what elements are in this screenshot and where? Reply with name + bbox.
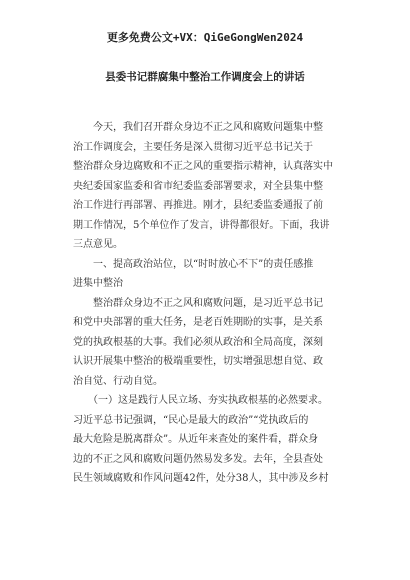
paragraph-line: 最大危险是脱离群众”。从近年来查处的案件看，群众身 <box>73 434 319 445</box>
paragraph-line: 整治群众身边不正之风和腐败问题，是习近平总书记 <box>73 297 323 309</box>
paragraph-line: 一、提高政治站位，以“时时放心不下”的责任感推 <box>73 258 314 270</box>
paragraph <box>73 391 341 489</box>
paragraph-line: 治工作进行再部署、再推进。刚才，县纪委监委通报了前 <box>73 200 323 211</box>
paragraph <box>73 294 341 392</box>
paragraph-line: 央纪委国家监委和省市纪委监委部署要求，对全县集中整 <box>73 180 323 192</box>
paragraph-line: 期工作情况，5个单位作了发言，讲得都很好。下面，我讲 <box>73 219 330 231</box>
paragraph-line: 民生领域腐败和作风问题42件，处分38人，其中涉及乡村 <box>73 473 329 484</box>
paragraph-line: 治工作调度会，主要任务是深入贯彻习近平总书记关于 <box>73 141 313 153</box>
paragraph-line: 进集中整治 <box>73 278 123 289</box>
header-banner: 更多免费公文+VX：QiGeGongWen2024 <box>106 31 304 44</box>
document-body <box>73 118 341 489</box>
paragraph-line: 和党中央部署的重大任务，是老百姓期盼的实事，是关系 <box>73 317 323 328</box>
paragraph-line: 习近平总书记强调，“民心是最大的政治”“党执政后的 <box>73 414 309 426</box>
paragraph <box>73 118 341 255</box>
paragraph <box>73 255 341 294</box>
paragraph-line: 边的不正之风和腐败问题仍然易发多发。去年，全县查处 <box>73 453 323 465</box>
paragraph-line: 整治群众身边腐败和不正之风的重要指示精神，认真落实中 <box>73 161 333 172</box>
paragraph-line: 党的执政根基的大事。我们必须从政治和全局高度，深刻 <box>73 336 323 348</box>
paragraph-line: （一）这是践行人民立场、夯实执政根基的必然要求。 <box>73 395 328 406</box>
paragraph-line: 认识开展集中整治的极端重要性，切实增强思想自觉、政 <box>73 356 323 367</box>
paragraph-line: 治自觉、行动自觉。 <box>73 375 163 387</box>
paragraph-line: 三点意见。 <box>73 239 123 250</box>
speech-title: 县委书记群腐集中整治工作调度会上的讲话 <box>105 71 305 83</box>
paragraph-line: 今天，我们召开群众身边不正之风和腐败问题集中整 <box>73 122 323 133</box>
